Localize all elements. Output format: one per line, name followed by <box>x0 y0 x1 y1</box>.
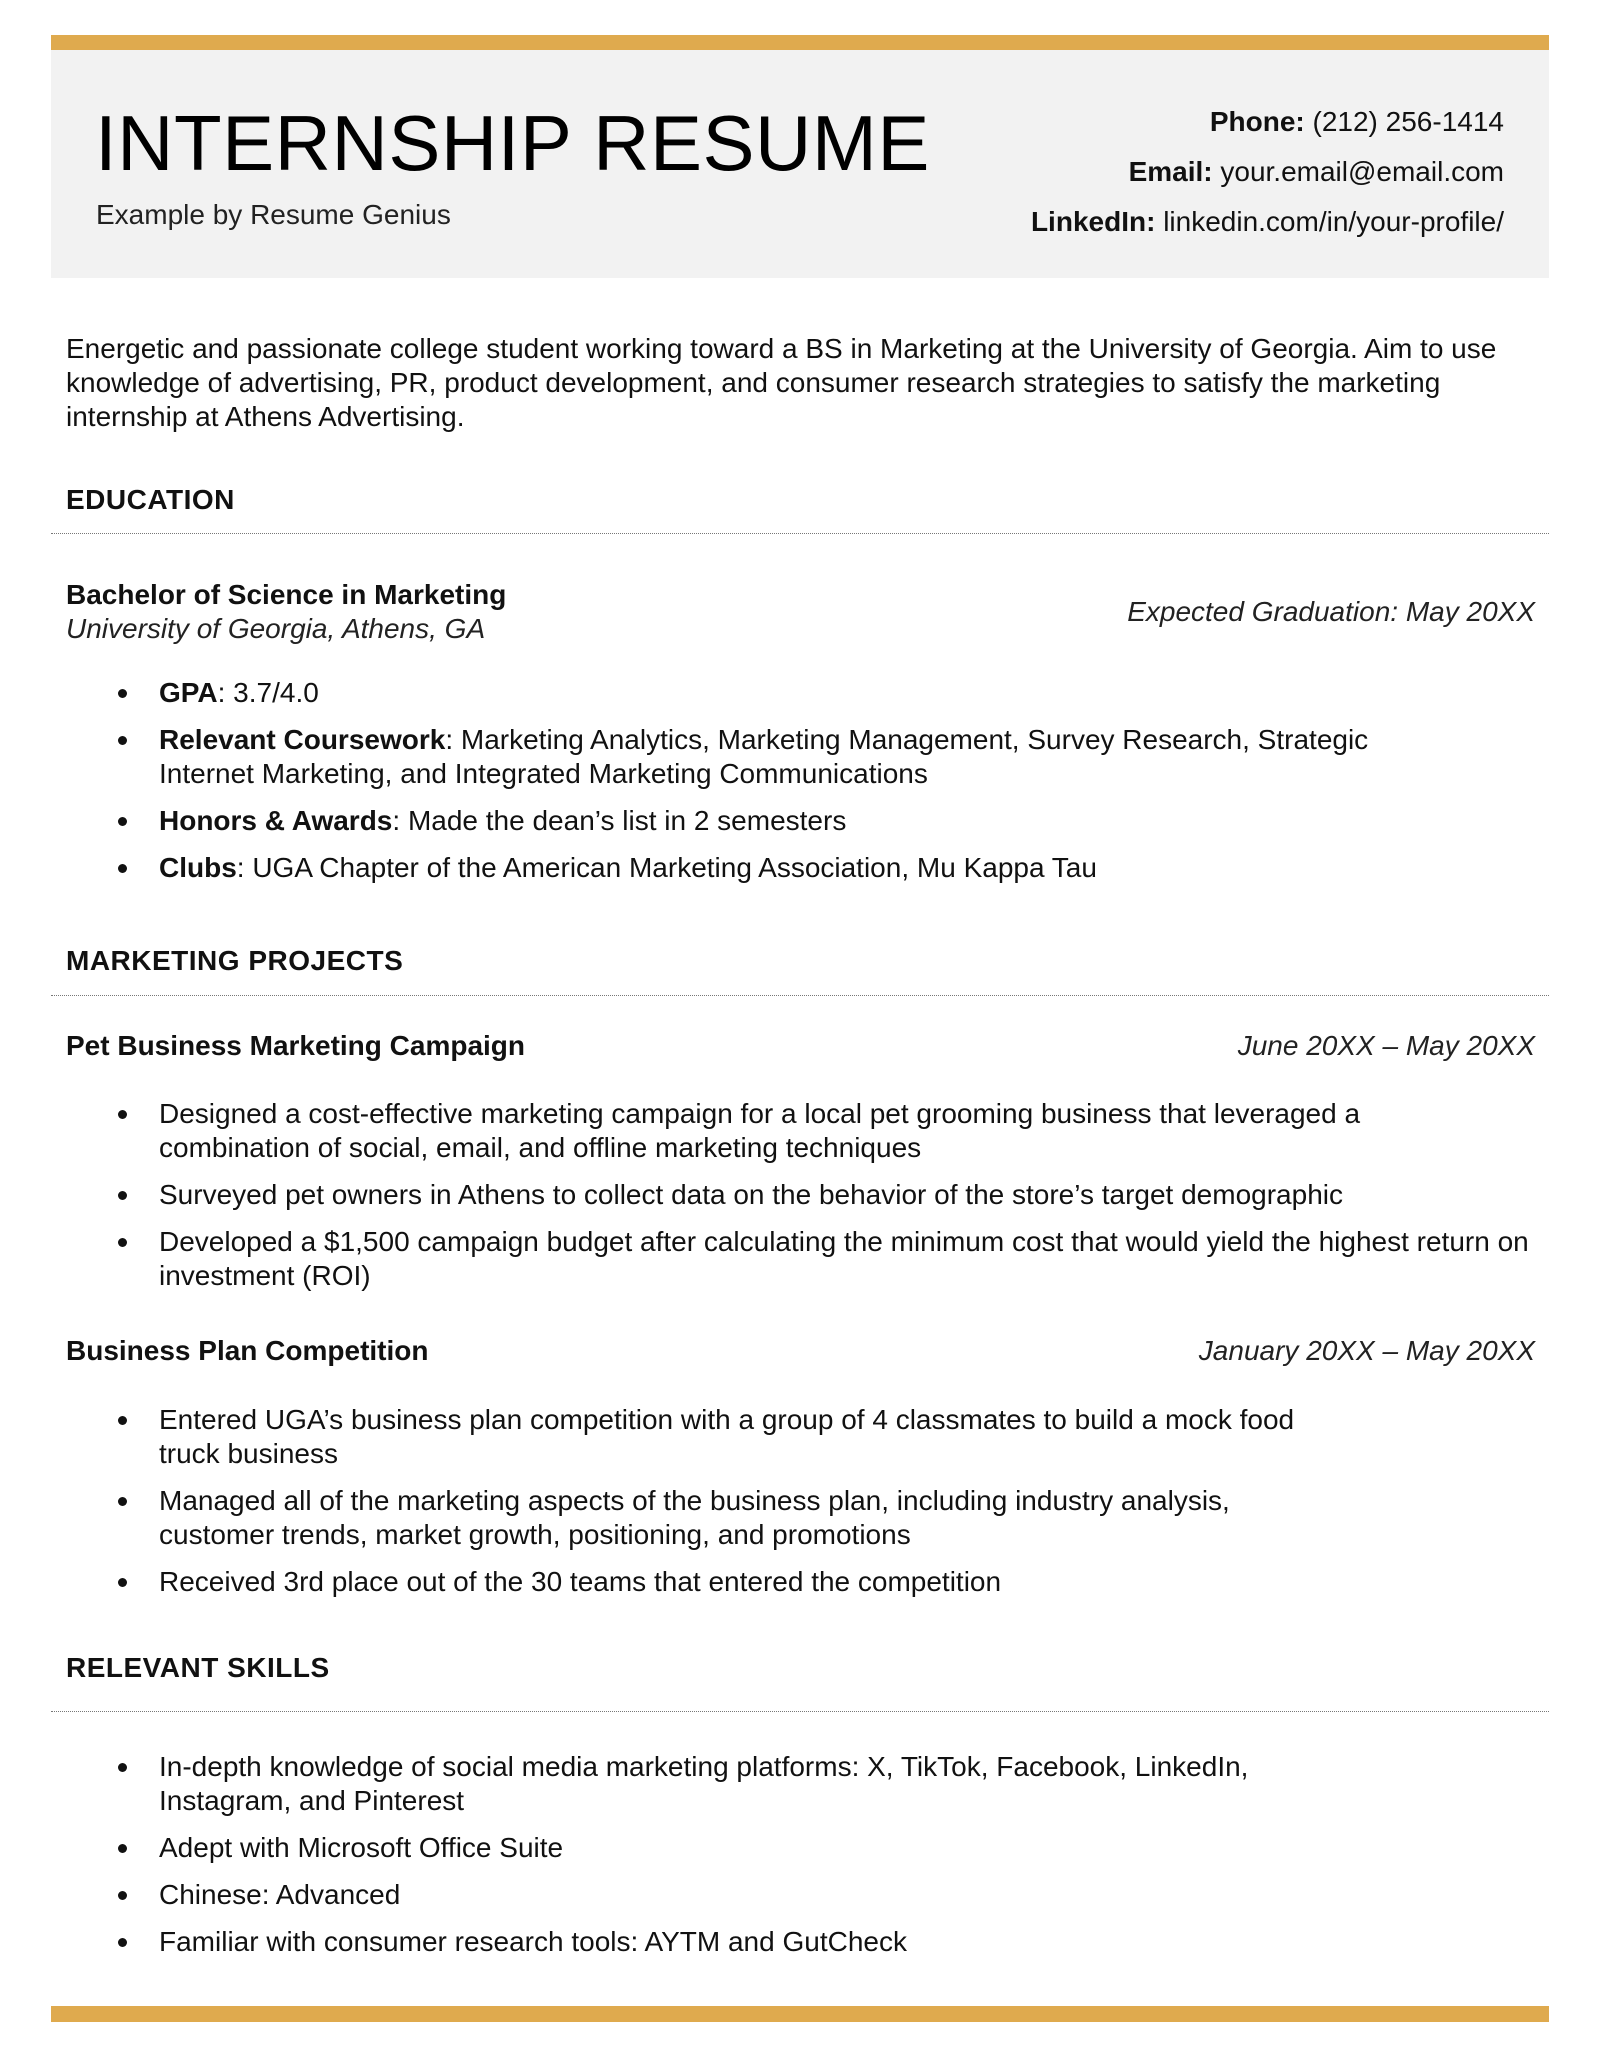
skills-list <box>104 1750 1359 1972</box>
item-text: : Marketing Analytics, Marketing Management, Survey Research, Strategic Internet Marketing, and Integrated Marketing Communications <box>159 724 1369 789</box>
list-item <box>159 723 1459 791</box>
item-label: Relevant Coursework <box>159 724 446 755</box>
school-name: University of Georgia, Athens, GA <box>66 613 486 644</box>
project-date: June 20XX – May 20XX <box>1237 1030 1535 1061</box>
list-item <box>159 804 1459 838</box>
linkedin-label: LinkedIn: <box>1030 206 1156 237</box>
projects-divider <box>51 995 1549 996</box>
summary-paragraph: Energetic and passionate college student working toward a BS in Marketing at the University of Georgia. Aim to use knowledge of advertising, PR, product development, and consumer research strategies to satisfy the marketing internship at Athens Advertising. <box>66 333 1497 432</box>
list-item: Received 3rd place out of the 30 teams that entered the competition <box>159 1565 1369 1599</box>
list-item: Familiar with consumer research tools: AYTM and GutCheck <box>159 1925 1359 1959</box>
projects-heading: MARKETING PROJECTS <box>66 945 404 976</box>
graduation-date: Expected Graduation: May 20XX <box>1127 596 1535 627</box>
linkedin-line <box>1031 197 1504 247</box>
list-item <box>159 851 1459 885</box>
email-label: Email: <box>1128 156 1213 187</box>
project-title: Pet Business Marketing Campaign <box>66 1030 526 1061</box>
project-date: January 20XX – May 20XX <box>1198 1335 1535 1366</box>
resume-title: INTERNSHIP RESUME <box>95 99 930 187</box>
item-label: Clubs <box>159 852 237 883</box>
list-item: Designed a cost-effective marketing campaign for a local pet grooming business that leveraged a combination of social, email, and offline marketing techniques <box>159 1097 1384 1165</box>
item-text: : Made the dean’s list in 2 semesters <box>392 805 847 836</box>
linkedin-value: linkedin.com/in/your-profile/ <box>1163 206 1504 237</box>
item-text: : UGA Chapter of the American Marketing Association, Mu Kappa Tau <box>236 852 1097 883</box>
item-label: GPA <box>159 677 218 708</box>
resume-subtitle: Example by Resume Genius <box>96 199 451 230</box>
skills-divider <box>51 1711 1549 1712</box>
list-item <box>159 676 1459 710</box>
education-list <box>104 676 1459 898</box>
project-title: Business Plan Competition <box>66 1335 429 1366</box>
list-item: Chinese: Advanced <box>159 1878 1359 1912</box>
top-accent-bar <box>51 35 1549 50</box>
bottom-accent-bar <box>51 2006 1549 2022</box>
degree-title: Bachelor of Science in Marketing <box>66 579 507 610</box>
phone-value: (212) 256-1414 <box>1312 106 1504 137</box>
list-item: Managed all of the marketing aspects of the business plan, including industry analysis, customer trends, market growth, positioning, and promotions <box>159 1484 1309 1552</box>
list-item: Adept with Microsoft Office Suite <box>159 1831 1359 1865</box>
list-item: Developed a $1,500 campaign budget after calculating the minimum cost that would yield the highest return on investment (ROI) <box>159 1225 1549 1293</box>
email-value: your.email@email.com <box>1220 156 1504 187</box>
education-divider <box>51 533 1549 534</box>
project-bullets <box>104 1403 1369 1612</box>
contact-info <box>1031 97 1504 247</box>
list-item: In-depth knowledge of social media marketing platforms: X, TikTok, Facebook, LinkedIn, Instagram, and Pinterest <box>159 1750 1309 1818</box>
project-bullets <box>104 1097 1549 1306</box>
item-label: Honors & Awards <box>159 805 393 836</box>
item-text: : 3.7/4.0 <box>217 677 319 708</box>
list-item: Surveyed pet owners in Athens to collect data on the behavior of the store’s target demographic <box>159 1178 1549 1212</box>
phone-line <box>1031 97 1504 147</box>
header-block <box>51 50 1549 278</box>
skills-heading: RELEVANT SKILLS <box>66 1652 330 1683</box>
email-line <box>1031 147 1504 197</box>
list-item: Entered UGA’s business plan competition with a group of 4 classmates to build a mock food truck business <box>159 1403 1349 1471</box>
phone-label: Phone: <box>1209 106 1305 137</box>
education-heading: EDUCATION <box>66 484 235 515</box>
